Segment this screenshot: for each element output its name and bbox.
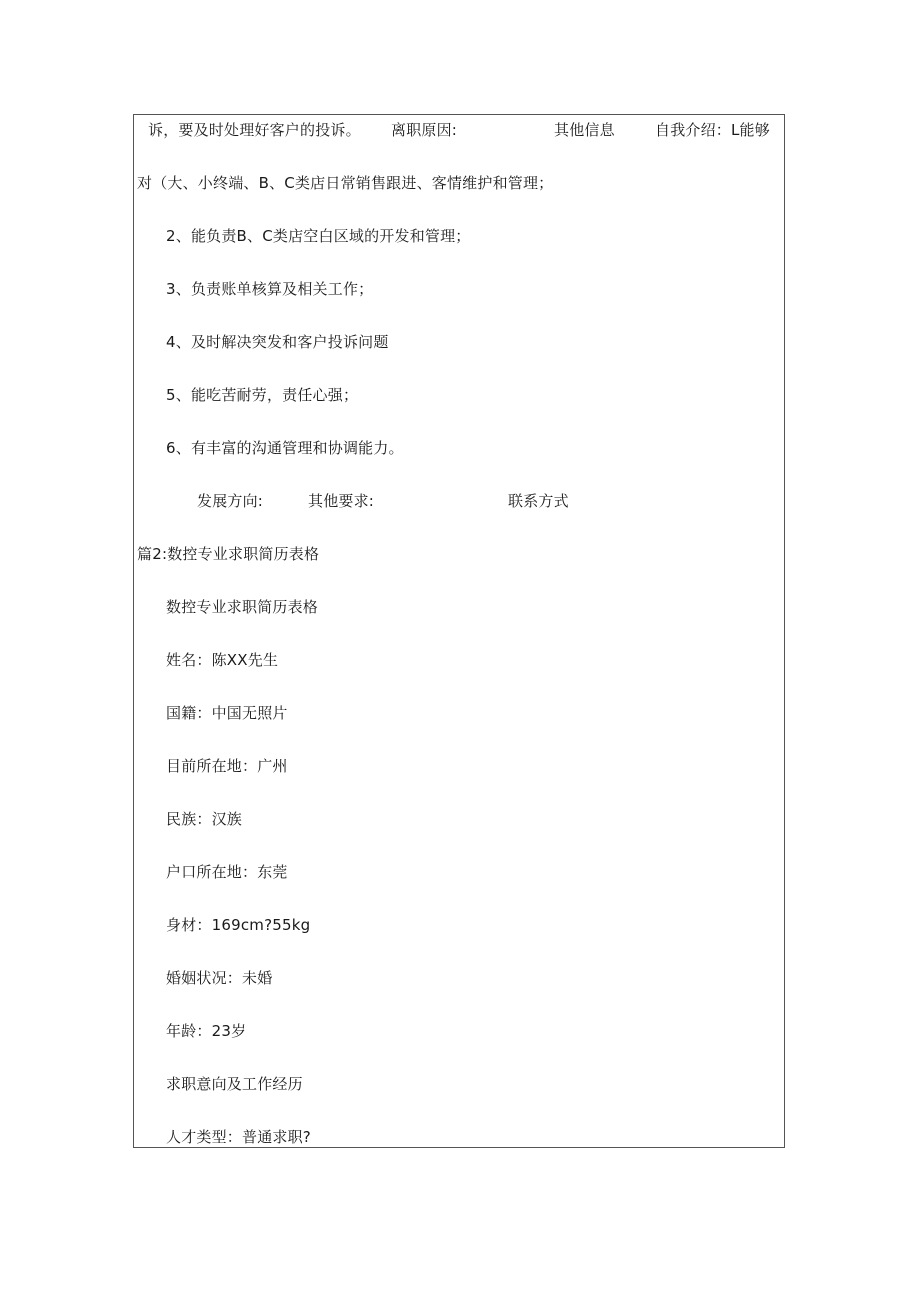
resume-table-frame — [133, 114, 785, 1148]
self-intro-label: 自我介绍：L能够 — [655, 121, 770, 139]
contact-label: 联系方式 — [508, 492, 569, 510]
duty-item-5: 5、能吃苦耐劳，责任心强； — [166, 386, 359, 404]
ethnicity-field: 民族：汉族 — [166, 810, 243, 828]
age-field: 年龄：23岁 — [166, 1022, 247, 1040]
body-field: 身材：169cm?55kg — [166, 916, 311, 934]
job-intent-heading: 求职意向及工作经历 — [166, 1075, 303, 1093]
duty-item-2: 2、能负责B、C类店空白区域的开发和管理； — [166, 227, 471, 245]
other-requirements-label: 其他要求: — [308, 492, 375, 510]
nationality-field: 国籍：中国无照片 — [166, 704, 288, 722]
complaint-text: 诉，要及时处理好客户的投诉。 — [148, 121, 361, 139]
section-heading: 篇2:数控专业求职简历表格 — [137, 545, 320, 563]
duty-item-1: 对（大、小终端、B、C类店日常销售跟进、客情维护和管理； — [137, 174, 554, 192]
name-field: 姓名：陈XX先生 — [166, 651, 279, 669]
other-info-label: 其他信息 — [554, 121, 615, 139]
location-field: 目前所在地：广州 — [166, 757, 288, 775]
leave-reason-label: 离职原因: — [391, 121, 458, 139]
marital-status-field: 婚姻状况：未婚 — [166, 969, 273, 987]
talent-type-field: 人才类型：普通求职? — [166, 1128, 311, 1146]
duty-item-3: 3、负责账单核算及相关工作； — [166, 280, 374, 298]
duty-item-4: 4、及时解决突发和客户投诉问题 — [166, 333, 389, 351]
section-subtitle: 数控专业求职简历表格 — [166, 598, 319, 616]
development-direction-label: 发展方向: — [197, 492, 264, 510]
duty-item-6: 6、有丰富的沟通管理和协调能力。 — [166, 439, 404, 457]
hukou-field: 户口所在地：东莞 — [166, 863, 288, 881]
